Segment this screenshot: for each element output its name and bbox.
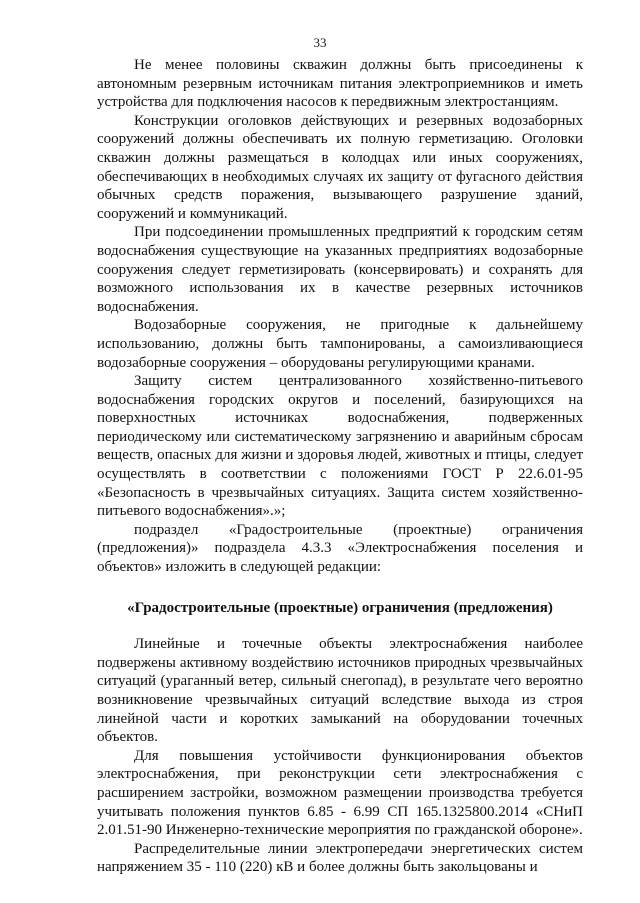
paragraph: подраздел «Градостроительные (проектные) ограничения (предложения)» подраздела 4.3.3 «Электроснабжения поселения и объектов» изложить в следующей редакции: — [97, 521, 583, 576]
paragraph: Распределительные линии электропередачи энергетических систем напряжением 35 - 110 (220) кВ и более должны быть закольцованы и — [97, 840, 583, 876]
document-body — [97, 56, 583, 877]
paragraph: Для повышения устойчивости функционирования объектов электроснабжения, при реконструкции сети электроснабжения с расширением застройки, возможном размещении производства требуется учитывать положения пунктов 6.85 - 6.99 СП 165.1325800.2014 «СНиП 2.01.51-90 Инженерно-технические мероприятия по гражданской обороне». — [97, 747, 583, 839]
paragraph: Водозаборные сооружения, не пригодные к дальнейшему использованию, должны быть тампонированы, а самоизливающиеся водозаборные сооружения – оборудованы регулирующими кранами. — [97, 317, 583, 371]
section-heading: «Градостроительные (проектные) ограничения (предложения) — [127, 599, 553, 616]
paragraph: Не менее половины скважин должны быть присоединены к автономным резервным источникам питания электроприемников и иметь устройства для подключения насосов к передвижным электростанциям. — [97, 57, 583, 111]
paragraph: Конструкции оголовков действующих и резервных водозаборных сооружений должны обеспечивать их полную герметизацию. Оголовки скважин должны размещаться в колодцах или иных сооружениях, обеспечивающих в необходимых случаях их защиту от фугасного действия обычных средств поражения, вызывающего разрушение зданий, сооружений и коммуникаций. — [97, 112, 583, 222]
paragraph: При подсоединении промышленных предприятий к городским сетям водоснабжения существующие на указанных предприятиях водозаборные сооружения следует герметизировать (консервировать) и сохранять для возможного использования их в качестве резервных источников водоснабжения. — [97, 224, 583, 315]
paragraph: Линейные и точечные объекты электроснабжения наиболее подвержены активному воздействию источников природных чрезвычайных ситуаций (ураганный ветер, сильный снегопад), в результате чего вероятно возникновение чрезвычайных ситуаций вследствие выхода из строя линейной части и коротких замыканий на оборудовании точечных объектов. — [97, 636, 583, 746]
page-number: 33 — [313, 35, 327, 50]
paragraph: Защиту систем централизованного хозяйственно-питьевого водоснабжения городских округов и поселений, базирующихся на поверхностных источниках водоснабжения, подверженных периодическому или систематическому загрязнению и аварийным сбросам веществ, опасных для жизни и здоровья людей, животных и птицы, следует осуществлять в соответствии с положениями ГОСТ Р 22.6.01-95 «Безопасность в чрезвычайных ситуациях. Защита систем хозяйственно-питьевого водоснабжения».»; — [97, 373, 583, 520]
